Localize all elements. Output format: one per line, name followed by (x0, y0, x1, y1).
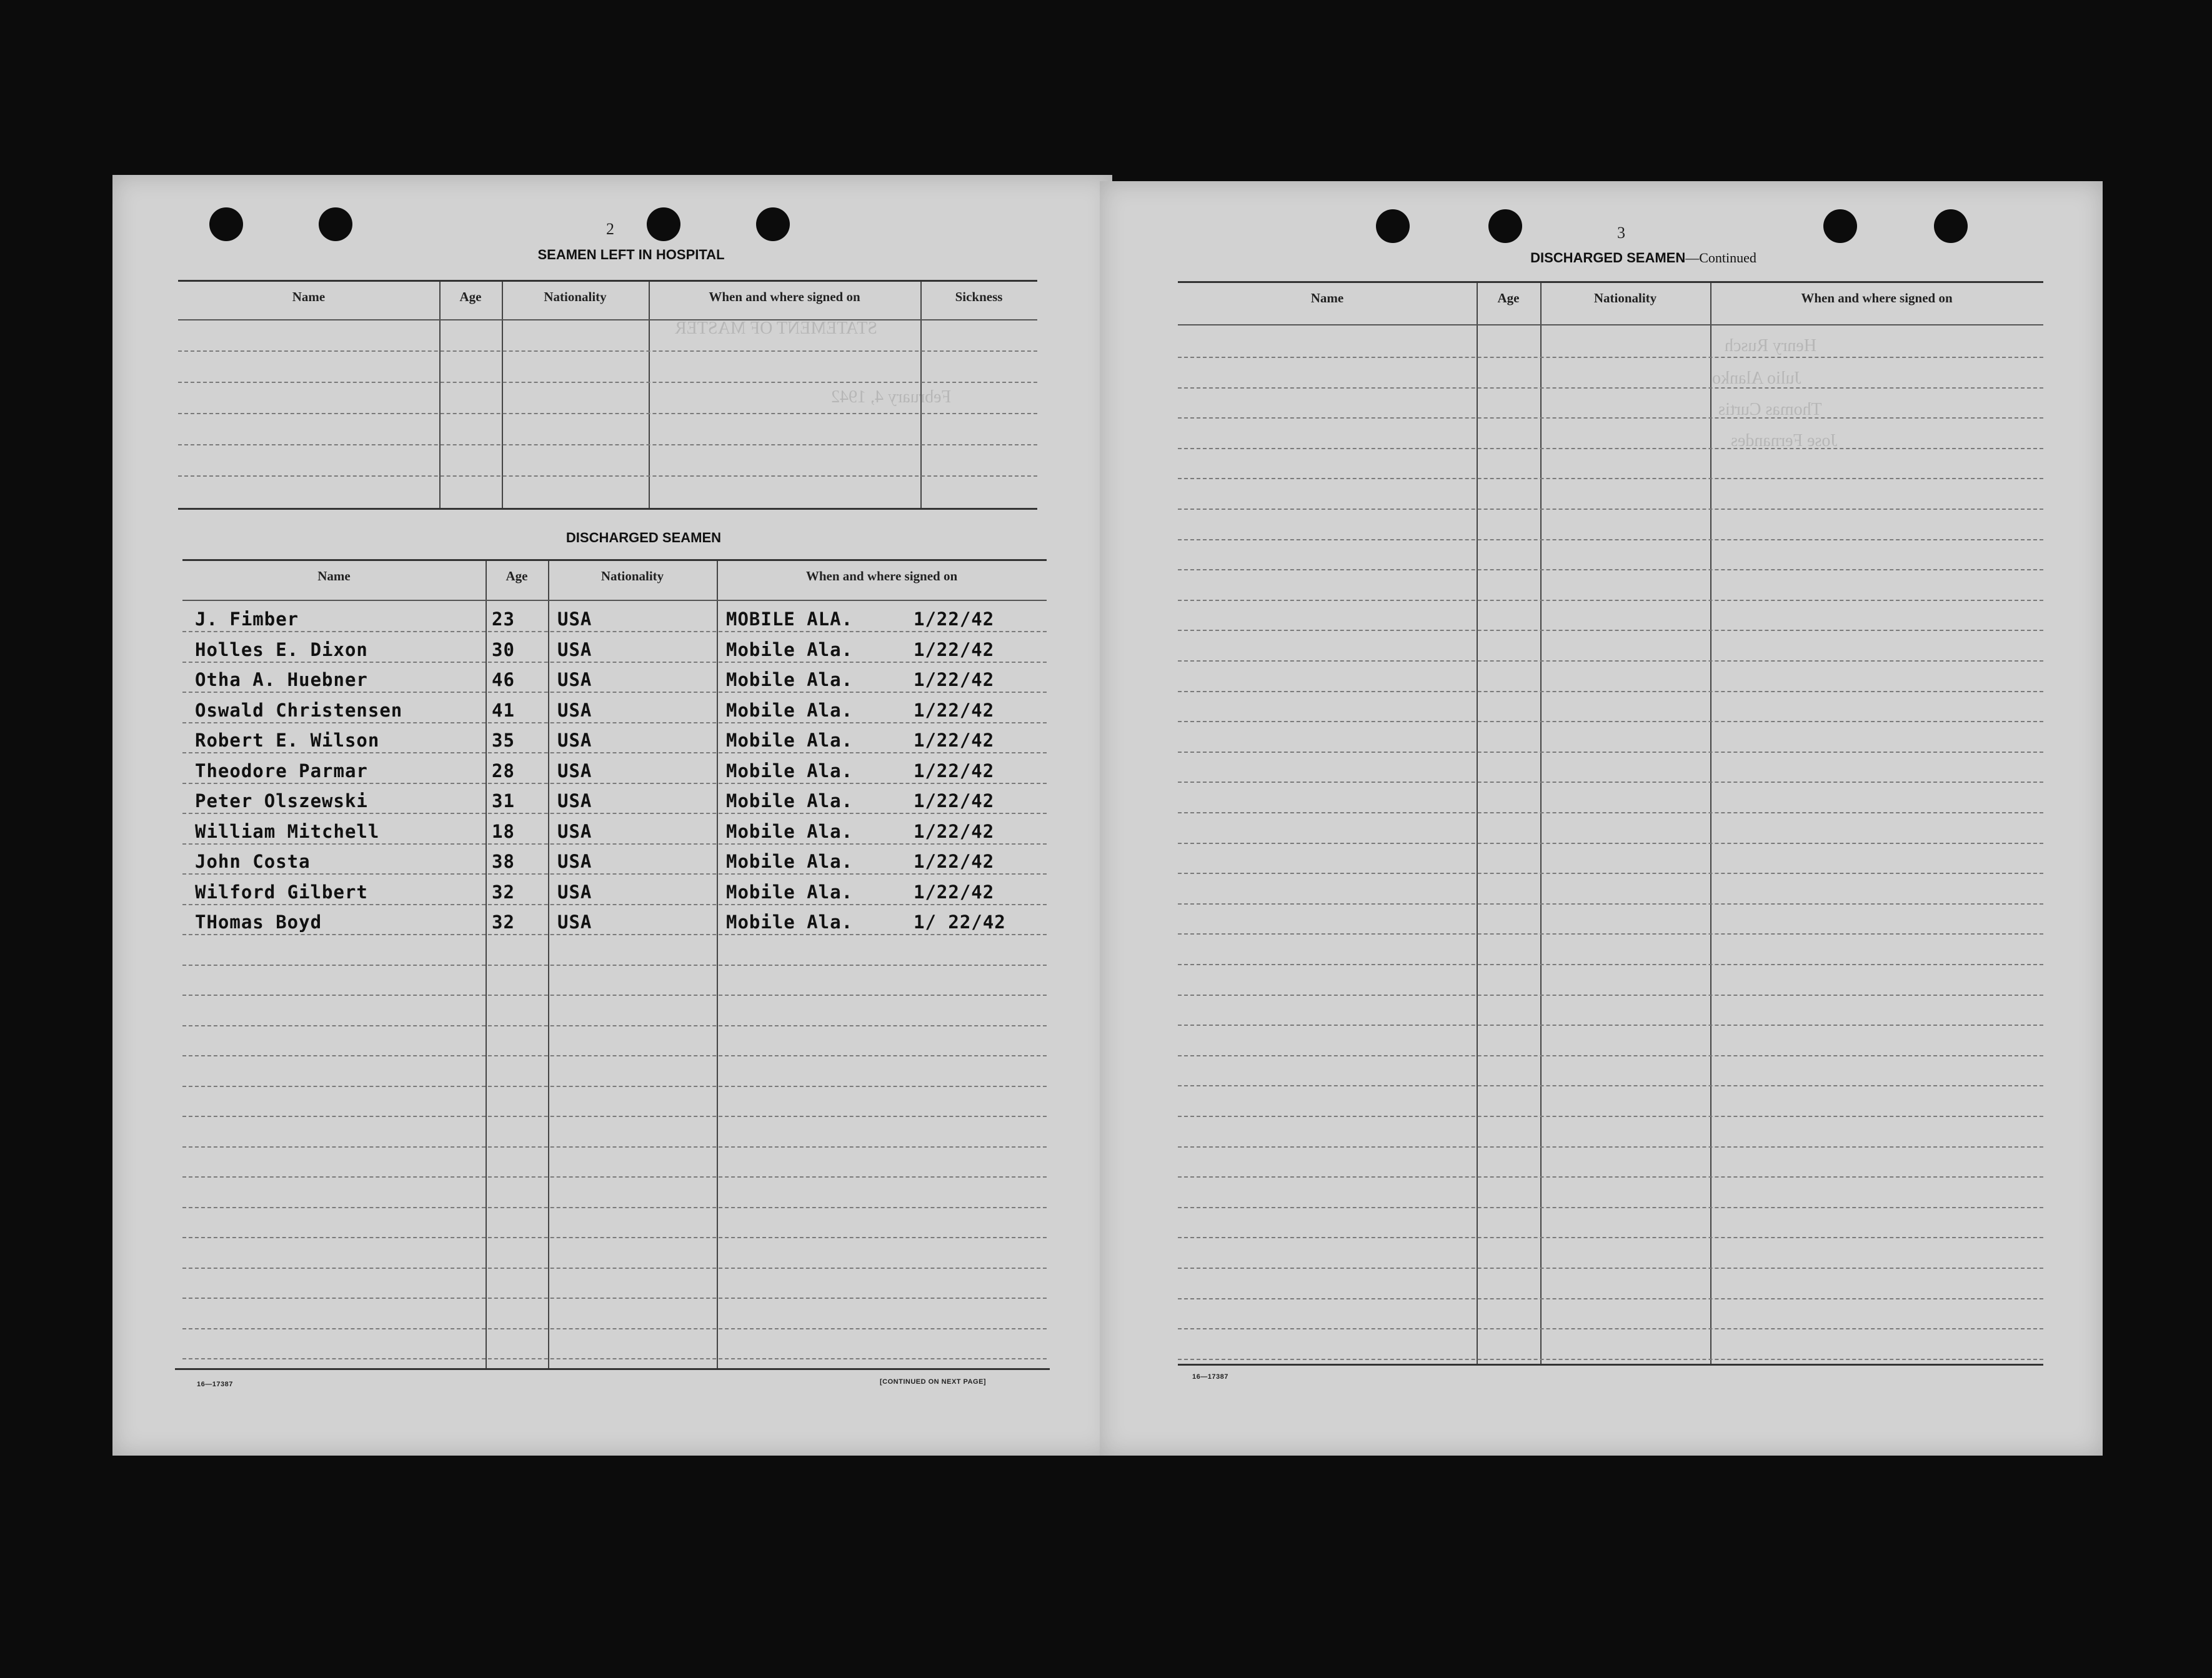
hospital-section-title: SEAMEN LEFT IN HOSPITAL (537, 247, 725, 262)
seaman-nationality: USA (557, 699, 592, 721)
table-row (182, 848, 1047, 873)
seaman-age: 32 (492, 911, 515, 933)
seaman-name: John Costa (195, 851, 311, 872)
table-row (182, 606, 1047, 631)
seaman-name: Robert E. Wilson (195, 730, 380, 751)
seaman-name: Oswald Christensen (195, 699, 403, 721)
seaman-nationality: USA (557, 911, 592, 933)
punch-hole (319, 207, 352, 241)
signed-on-date: 1/22/42 (914, 790, 995, 812)
title-main: DISCHARGED SEAMEN (1530, 250, 1686, 266)
seaman-nationality: USA (557, 669, 592, 690)
seaman-age: 31 (492, 790, 515, 812)
header-age: Age (459, 289, 482, 304)
continued-note: [CONTINUED ON NEXT PAGE] (880, 1378, 987, 1386)
signed-on-date: 1/22/42 (914, 608, 995, 630)
seaman-age: 30 (492, 638, 515, 660)
signed-on-place: Mobile Ala. (726, 911, 854, 933)
table-row (182, 727, 1047, 752)
signed-on-place: MOBILE ALA. (726, 608, 854, 630)
seaman-name: Holles E. Dixon (195, 638, 368, 660)
left-page (112, 175, 1112, 1456)
bleed-through: Thomas Curtis (1718, 400, 1822, 419)
bleed-through: February 4, 1942 (831, 387, 952, 407)
seaman-age: 28 (492, 760, 515, 782)
form-number: 16—17387 (197, 1381, 233, 1388)
table-row (182, 667, 1047, 692)
seaman-name: Peter Olszewski (195, 790, 368, 812)
signed-on-place: Mobile Ala. (726, 851, 854, 872)
table-row (182, 697, 1047, 722)
seaman-name: William Mitchell (195, 820, 380, 842)
header-age: Age (506, 568, 528, 583)
table-row (182, 788, 1047, 813)
header-name: Name (317, 568, 351, 583)
seaman-nationality: USA (557, 638, 592, 660)
bleed-through: Jose Fernandes (1731, 431, 1838, 450)
seaman-nationality: USA (557, 820, 592, 842)
discharged-continued-table (1178, 281, 2043, 1366)
signed-on-place: Mobile Ala. (726, 699, 854, 721)
punch-hole (1934, 209, 1968, 243)
header-nationality: Nationality (600, 568, 664, 583)
page-number: 3 (1617, 224, 1625, 242)
seaman-nationality: USA (557, 760, 592, 782)
seaman-nationality: USA (557, 881, 592, 903)
signed-on-date: 1/22/42 (914, 820, 995, 842)
header-age: Age (1497, 290, 1520, 305)
signed-on-date: 1/22/42 (914, 851, 995, 872)
table-row (182, 818, 1047, 843)
header-nationality: Nationality (1593, 290, 1657, 305)
seaman-name: Wilford Gilbert (195, 881, 368, 903)
right-page (1100, 181, 2103, 1456)
signed-on-date: 1/22/42 (914, 881, 995, 903)
title-suffix: —Continued (1685, 250, 1756, 266)
signed-on-date: 1/22/42 (914, 638, 995, 660)
signed-on-date: 1/22/42 (914, 669, 995, 690)
seaman-age: 38 (492, 851, 515, 872)
header-name: Name (292, 289, 326, 304)
seaman-nationality: USA (557, 790, 592, 812)
header-sickness: Sickness (955, 289, 1003, 304)
page-number: 2 (606, 220, 614, 238)
punch-hole (209, 207, 243, 241)
signed-on-place: Mobile Ala. (726, 820, 854, 842)
signed-on-date: 1/22/42 (914, 760, 995, 782)
seaman-age: 18 (492, 820, 515, 842)
seaman-nationality: USA (557, 608, 592, 630)
table-row (182, 637, 1047, 662)
bleed-through: Julio Alanko (1712, 369, 1801, 388)
punch-hole (1376, 209, 1410, 243)
seaman-age: 35 (492, 730, 515, 751)
header-signed-on: When and where signed on (805, 568, 958, 583)
table-row (182, 758, 1047, 783)
signed-on-place: Mobile Ala. (726, 760, 854, 782)
discharged-continued-title (1450, 250, 1837, 266)
header-signed-on: When and where signed on (709, 289, 860, 304)
signed-on-date: 1/22/42 (914, 699, 995, 721)
seaman-age: 23 (492, 608, 515, 630)
header-nationality: Nationality (544, 289, 607, 304)
header-signed-on: When and where signed on (1801, 290, 1953, 305)
signed-on-place: Mobile Ala. (726, 638, 854, 660)
form-number: 16—17387 (1192, 1373, 1228, 1381)
punch-hole (1488, 209, 1522, 243)
signed-on-place: Mobile Ala. (726, 669, 854, 690)
signed-on-place: Mobile Ala. (726, 790, 854, 812)
discharged-table (182, 559, 1047, 1368)
signed-on-date: 1/ 22/42 (914, 911, 1006, 933)
seaman-age: 46 (492, 669, 515, 690)
seaman-name: Theodore Parmar (195, 760, 368, 782)
seaman-age: 41 (492, 699, 515, 721)
table-row (182, 909, 1047, 934)
seaman-name: THomas Boyd (195, 911, 322, 933)
punch-hole (1823, 209, 1857, 243)
signed-on-place: Mobile Ala. (726, 881, 854, 903)
seaman-name: J. Fimber (195, 608, 299, 630)
punch-hole (647, 207, 680, 241)
signed-on-date: 1/22/42 (914, 730, 995, 751)
table-row (182, 879, 1047, 904)
punch-hole (756, 207, 790, 241)
bleed-through: STATEMENT OF MASTER (675, 319, 877, 338)
discharged-section-title: DISCHARGED SEAMEN (565, 530, 722, 545)
signed-on-place: Mobile Ala. (726, 730, 854, 751)
seaman-nationality: USA (557, 730, 592, 751)
header-name: Name (1310, 290, 1344, 305)
hospital-table (178, 280, 1037, 510)
seaman-age: 32 (492, 881, 515, 903)
seaman-name: Otha A. Huebner (195, 669, 368, 690)
bleed-through: Henry Rusch (1725, 336, 1816, 355)
seaman-nationality: USA (557, 851, 592, 872)
